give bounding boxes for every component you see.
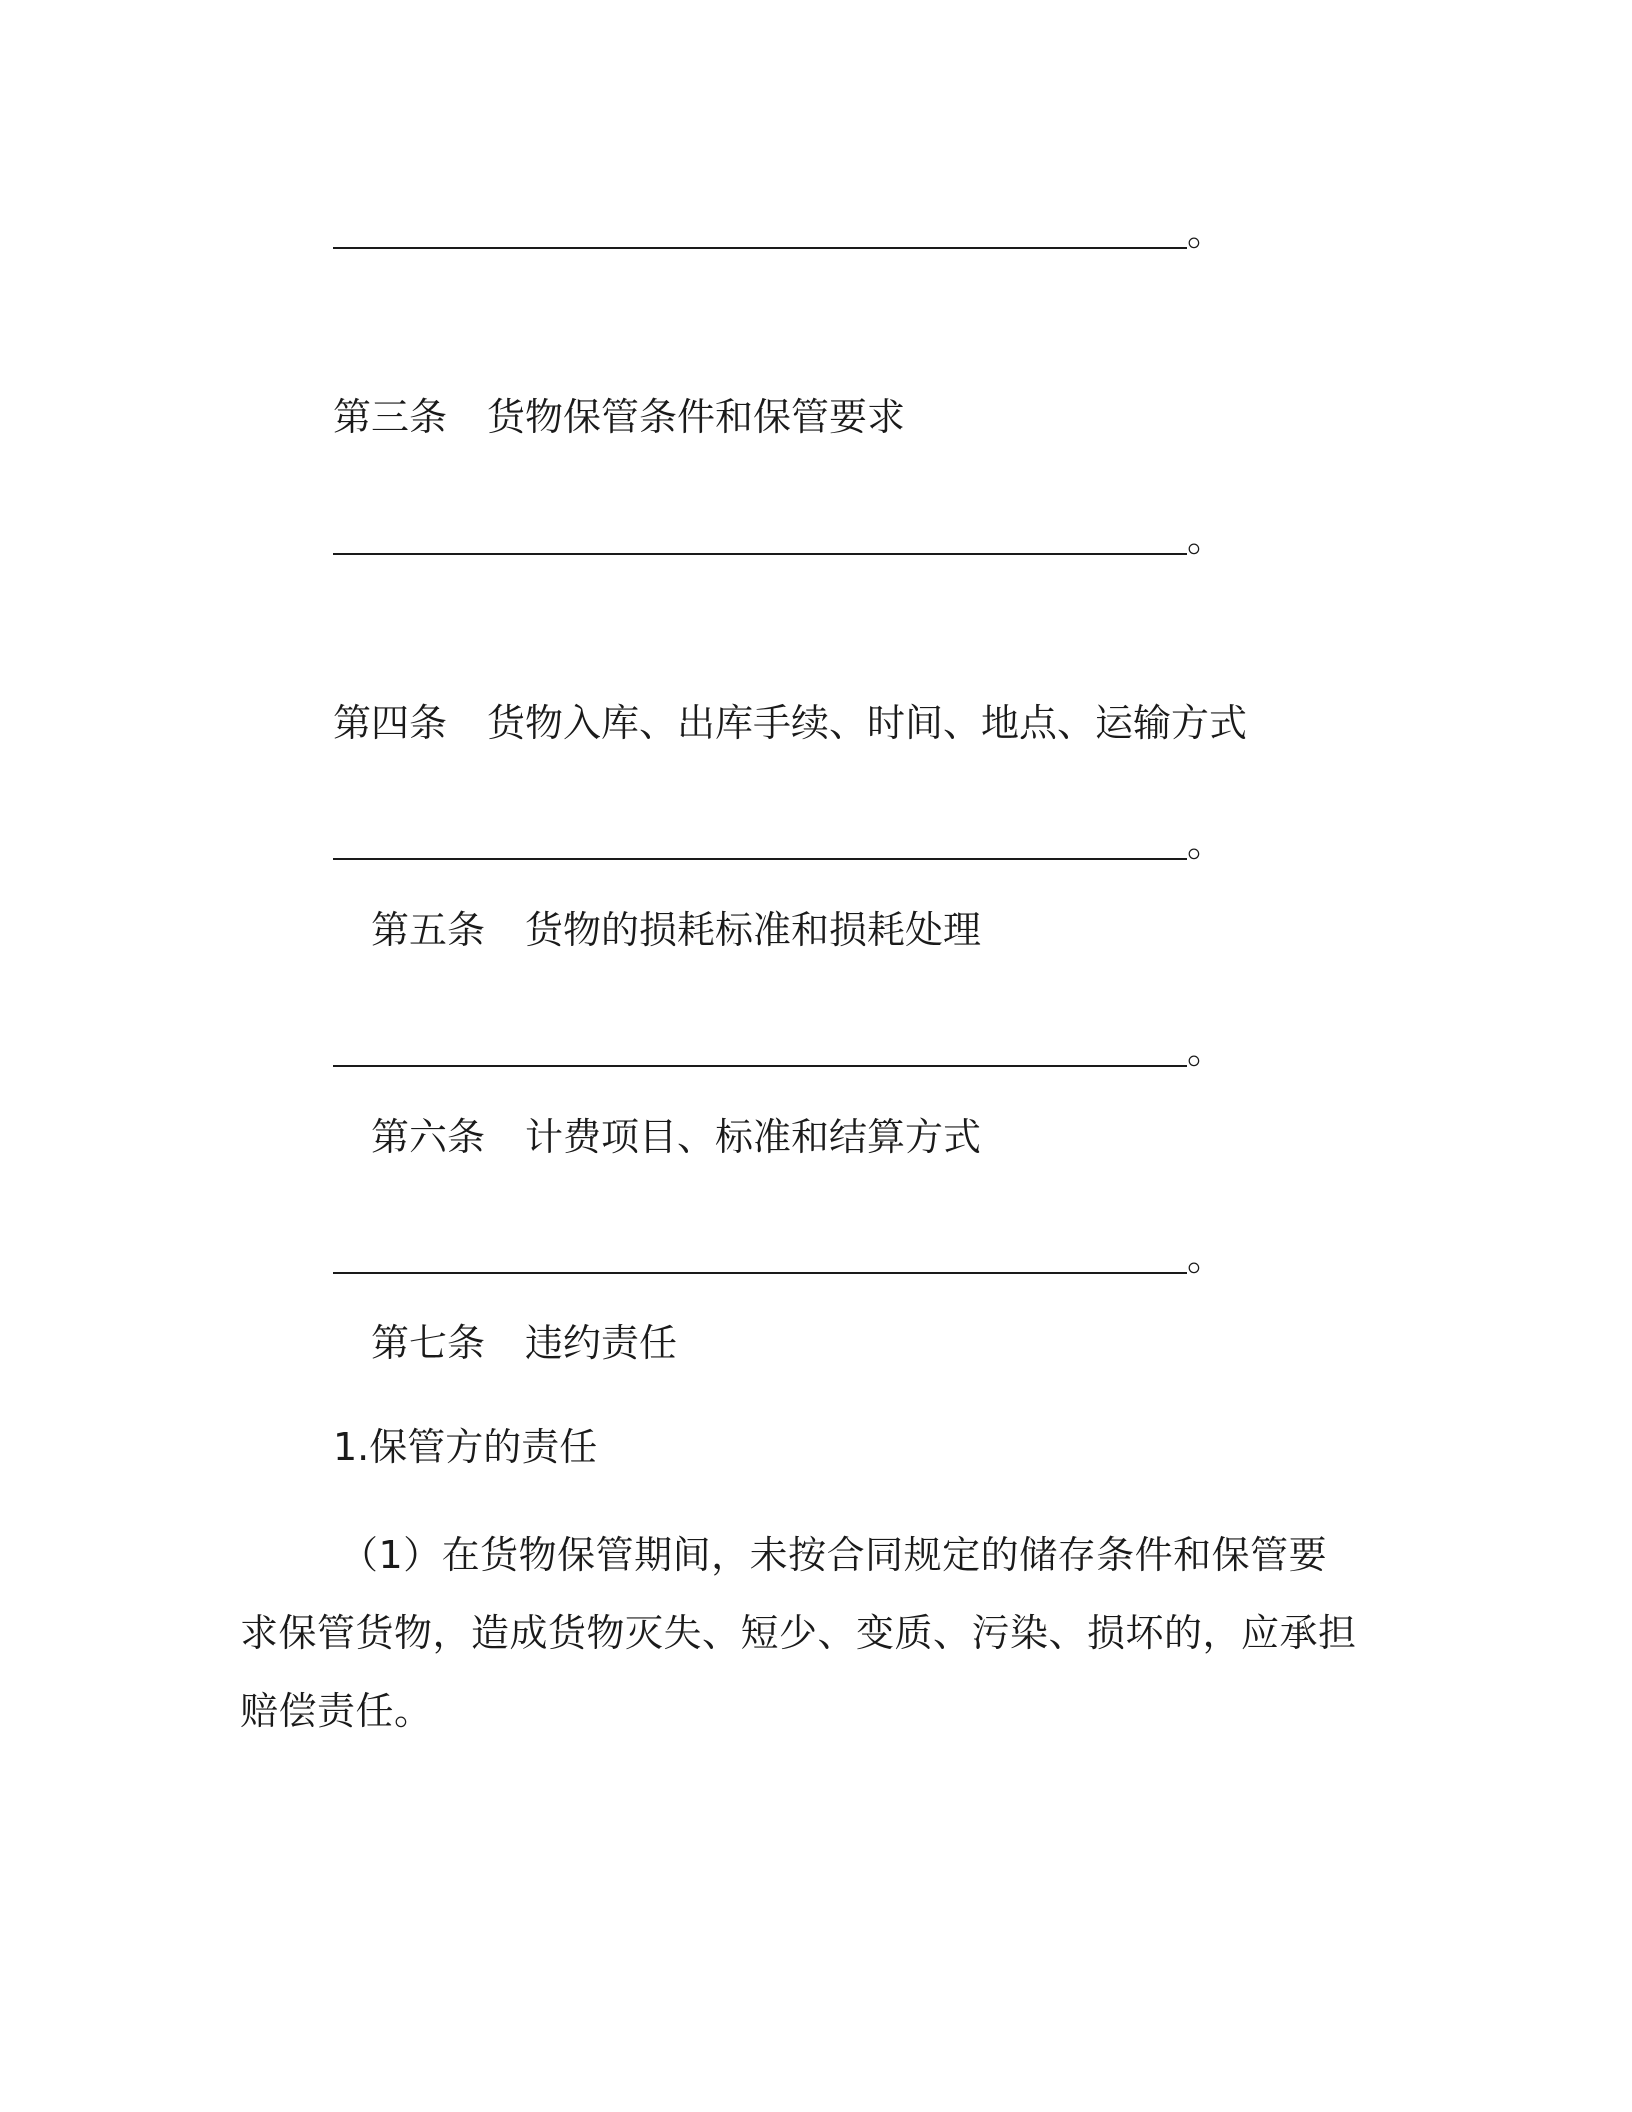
article-title: 货物入库、出库手续、时间、地点、运输方式	[487, 701, 1248, 745]
article-number: 第五条	[371, 908, 486, 952]
article-number: 第四条	[333, 701, 448, 745]
blank-underline	[333, 247, 1187, 249]
article-heading-3	[333, 394, 905, 440]
blank-end-mark: 。	[1187, 1028, 1226, 1072]
blank-end-mark: 。	[1187, 821, 1226, 865]
section-heading: 1.保管方的责任	[333, 1425, 598, 1469]
blank-end-mark: 。	[1187, 516, 1226, 560]
article-heading-6	[371, 1114, 981, 1160]
blank-underline	[333, 1065, 1187, 1067]
blank-underline	[333, 858, 1187, 860]
article-number: 第六条	[371, 1115, 486, 1159]
blank-underline	[333, 1272, 1187, 1274]
article-title: 计费项目、标准和结算方式	[525, 1115, 982, 1159]
article-number: 第七条	[371, 1321, 486, 1365]
article-title: 货物的损耗标准和损耗处理	[525, 908, 982, 952]
article-title: 违约责任	[525, 1321, 678, 1365]
clause-paragraph: （1）在货物保管期间，未按合同规定的储存条件和保管要求保管货物，造成货物灭失、短少、变质、污染、损坏的，应承担赔偿责任。	[240, 1533, 1357, 1733]
article-heading-4	[333, 700, 1247, 746]
article-heading-7	[371, 1320, 677, 1366]
article-heading-5	[371, 907, 981, 953]
article-title: 货物保管条件和保管要求	[487, 395, 906, 439]
blank-end-mark: 。	[1187, 1235, 1226, 1279]
blank-underline	[333, 553, 1187, 555]
blank-end-mark: 。	[1187, 210, 1226, 254]
article-number: 第三条	[333, 395, 448, 439]
